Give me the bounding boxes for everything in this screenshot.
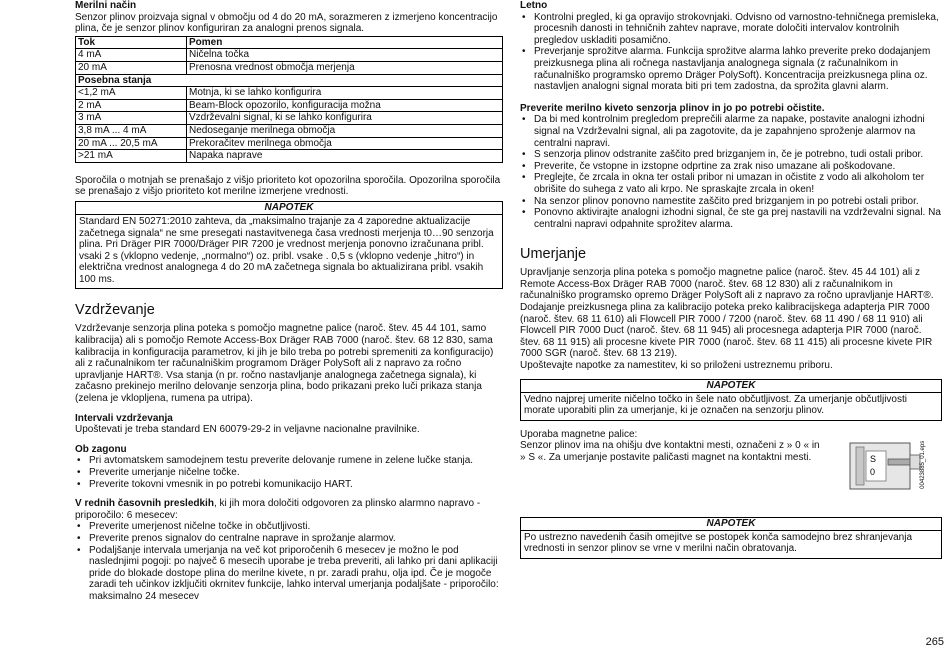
list-item: • Preverite umerjenost ničelne točke in občutljivosti. bbox=[75, 521, 503, 533]
magnet-figure bbox=[848, 437, 934, 493]
table-row bbox=[76, 150, 503, 163]
table-cell: 20 mA bbox=[76, 61, 187, 74]
subheading-ob-zagonu: Ob zagonu bbox=[75, 443, 127, 455]
list-item: • Preverite, če vstopne in izstopne odprtine za zrak niso umazane ali poškodovane. bbox=[520, 161, 942, 173]
figure-caption-wrap bbox=[922, 437, 932, 493]
table-subheader-row bbox=[76, 74, 503, 87]
table-row bbox=[76, 87, 503, 100]
contact-label-s: S bbox=[870, 454, 877, 464]
list-item: • Preverjanje sprožitve alarma. Funkcija sprožitve alarma lahko preverite preko dodajanjem preizkusnega plina ali ročnega nastavljanja analognega signala (z računalnikom in računalniško programsko opremo Dräger PolySoft). Koncentracija preizkusnega plina oz. nastavljen analogni signal morata biti pri tem zadostna, da sprožita glavni alarm. bbox=[520, 46, 942, 92]
list-item: • Kontrolni pregled, ki ga opravijo strokovnjaki. Odvisno od varnostno-tehničnega premisleka, procesnih danosti in tehničnih zahtev naprave, morate določiti intervalov kontrolnih pregledov uskladiti posamično. bbox=[520, 12, 942, 47]
list-item: • Ponovno aktivirajte analogni izhodni signal, če ste ga prej nastavili na vzdrževalni signal. Na centralni napravi odpahnite sprožitev alarma. bbox=[520, 207, 942, 230]
note-title: NAPOTEK bbox=[521, 380, 941, 393]
contact-label-0: 0 bbox=[870, 467, 876, 477]
note-body: Standard EN 50271:2010 zahteva, da „maksimalno trajanje za 4 zaporedne aktualizacije začetnega signala“ ne sme presegati nastavitvenega časa vrednosti merjenja t0…90 senzorja plina. Pri Dräger PIR 7000/Dräger PIR 7200 je vrednost merjenja ponovno izračunana pribl. vsaki 2 s (vklopno vedenje, „normalno“) oz. pribl. vsake . 0,5 s (vklopno vedenje „hitro“) in električna vrednost analognega 4 do 20 mA začetnega signala bo aktualizirana pribl. vsakih 100 ms. bbox=[79, 215, 494, 285]
table-cell: Motnja, ki se lahko konfigurira bbox=[187, 87, 503, 100]
table-row bbox=[76, 49, 503, 62]
list-kiveta bbox=[520, 114, 942, 230]
subheading-letno: Letno bbox=[520, 0, 548, 11]
table-cell: 2 mA bbox=[76, 99, 187, 112]
list-item: • Podaljšanje intervala umerjanja na več kot priporočenih 6 mesecev je možno le pod naslednjimi pogoji: po največ 6 mesecih uporabe je treba preveriti, ali lahko pri dani aplikaciji pride do blokade dostope plina do merilne kivete, n pr. zaradi prahu, olja ipd. Če je mogoče zaradi teh učinkov izključiti okrnitev funkcije, lahko interval umerjanja podaljšate - priporočilo: maksimalno 24 mesecev bbox=[75, 545, 503, 603]
note-box-umerjanje bbox=[520, 379, 942, 421]
table-cell: <1,2 mA bbox=[76, 87, 187, 100]
list-item: • Preverite prenos signalov do centralne naprave in sprožanje alarmov. bbox=[75, 533, 503, 545]
table-cell: 3,8 mA ... 4 mA bbox=[76, 124, 187, 137]
list-item: • Preverite umerjanje ničelne točke. bbox=[75, 467, 503, 479]
list-ob-zagonu bbox=[75, 455, 503, 490]
note-title: NAPOTEK bbox=[521, 518, 941, 531]
list-item: • Da bi med kontrolnim pregledom preprečili alarme za napake, postavite analogni izhodni signal na Vzdrževalni signal, ali pa zagotovite, da je zapahnjeno sproženje alarmov na centralni napravi. bbox=[520, 114, 942, 149]
table-cell: Prekoračitev merilnega območja bbox=[187, 137, 503, 150]
list-item: • S senzorja plinov odstranite zaščito pred brizganjem in, če je potrebno, tudi ostali pribor. bbox=[520, 149, 942, 161]
table-row bbox=[76, 124, 503, 137]
note-title: NAPOTEK bbox=[76, 202, 502, 215]
table-header-row bbox=[76, 36, 503, 49]
table-cell: Napaka naprave bbox=[187, 150, 503, 163]
list-item: • Preverite tokovni vmesnik in po potrebi komunikacijo HART. bbox=[75, 479, 503, 491]
paragraph-intervali: Upoštevati je treba standard EN 60079-29-2 in veljavne nacionalne pravilnike. bbox=[75, 424, 420, 436]
table-row bbox=[76, 112, 503, 125]
page-number: 265 bbox=[925, 636, 944, 649]
table-cell: Vzdrževalni signal, ki se lahko konfigurira bbox=[187, 112, 503, 125]
paragraph-redni-presledki bbox=[75, 498, 503, 521]
table-row bbox=[76, 61, 503, 74]
table-cell: 4 mA bbox=[76, 49, 187, 62]
paragraph-priorities: Sporočila o motnjah se prenašajo z višjo prioriteto kot opozorilna sporočila. Opozorilna sporočila se prenašajo z višjo prioriteto kot merilne izmerjene vrednosti. bbox=[75, 174, 501, 198]
table-cell: >21 mA bbox=[76, 150, 187, 163]
section-heading-merilni-nacin: Merilni način bbox=[75, 0, 137, 11]
table-cell: 3 mA bbox=[76, 112, 187, 125]
table-row bbox=[76, 137, 503, 150]
section-heading-vzdrzevanje: Vzdrževanje bbox=[75, 302, 155, 319]
table-cell: Nedoseganje merilnega območja bbox=[187, 124, 503, 137]
note-box-timeout bbox=[520, 517, 942, 559]
paragraph-vzdrzevanje: Vzdrževanje senzorja plina poteka s pomočjo magnetne palice (naroč. štev. 45 44 101, samo kalibracija) ali s pomočjo Remote Access-Box Dräger RAB 7000 (naroč. štev. 68 12 830, sama kalibracija in konfiguracija parametrov, ki jih je bilo treba po potrebi spremeniti za konfiguracijo) ali z računalnikom ter računalniškim programom Dräger PolySoft ali z napravo za ročno upravljanje HART®. Vsa stanja (n pr. ročno nastavljanje analognega začetnega signala), ki začasno prekinejo merilno delovanje senzorja plina, bodo prikazani preko luči prikaza stanja (zelena je vklopljena, rumena pa utripa). bbox=[75, 323, 494, 405]
redni-bold-lead: V rednih časovnih presledkih bbox=[75, 498, 214, 510]
subheading-kiveta: Preverite merilno kiveto senzorja plinov in jo po potrebi očistite. bbox=[520, 102, 825, 114]
subheading-intervali: Intervali vzdrževanja bbox=[75, 412, 173, 424]
table-subheader-posebna-stanja: Posebna stanja bbox=[76, 74, 503, 87]
list-letno bbox=[520, 12, 942, 93]
note-box-en50271 bbox=[75, 201, 503, 290]
table-cell: Prenosna vrednost območja merjenja bbox=[187, 61, 503, 74]
paragraph-magnet-text: Senzor plinov ima na ohišju dve kontaktni mesti, označeni z » 0 « in » S «. Za umerjanje postavite paličasti magnet na kontaktni mesti. bbox=[520, 440, 820, 463]
list-item: • Preglejte, če zrcala in okna ter ostali pribor ni umazan in očistite z vodo ali alkoholom ter obrišite do suhega z vato ali krpo. Ne spraskajte zrcala in oken! bbox=[520, 172, 942, 195]
current-meaning-table bbox=[75, 36, 503, 163]
redni-rest: , ki jih mora določiti odgovoren za plinsko alarmno napravo - priporočilo: 6 mesecev: bbox=[75, 498, 481, 521]
table-header-tok: Tok bbox=[76, 36, 187, 49]
list-item: • Pri avtomatskem samodejnem testu preverite delovanje rumene in zelene lučke stanja. bbox=[75, 455, 503, 467]
left-column bbox=[75, 0, 503, 603]
table-cell: 20 mA ... 20,5 mA bbox=[76, 137, 187, 150]
list-item: • Na senzor plinov ponovno namestite zaščito pred brizganjem in po potrebi ostali pribor. bbox=[520, 196, 942, 208]
note-body: Vedno najprej umerite ničelno točko in šele nato občutljivost. Za umerjanje občutljivosti morate uporabiti plin za umerjanje, ki je označen na senzorju plinov. bbox=[524, 393, 907, 417]
paragraph-umerjanje-napotki: Upoštevajte napotke za namestitev, ki so priloženi ustreznemu priboru. bbox=[520, 360, 833, 372]
section-heading-umerjanje: Umerjanje bbox=[520, 246, 587, 263]
table-row bbox=[76, 99, 503, 112]
list-redni bbox=[75, 521, 503, 602]
paragraph-merilni-intro: Senzor plinov proizvaja signal v območju od 4 do 20 mA, sorazmeren z izmerjeno koncentracijo plina, če je senzor plinov konfiguriran za analogni prenos signala. bbox=[75, 11, 498, 35]
table-cell: Ničelna točka bbox=[187, 49, 503, 62]
table-cell: Beam-Block opozorilo, konfiguracija možna bbox=[187, 99, 503, 112]
table-header-pomen: Pomen bbox=[187, 36, 503, 49]
paragraph-umerjanje: Upravljanje senzorja plina poteka s pomočjo magnetne palice (naroč. štev. 45 44 101) ali z Remote Access-Box Dräger RAB 7000 (naroč. štev. 68 12 830) ali z računalnikom in računalniško programsko opremo Dräger PolySoft ali z napravo za ročno upravljanje HART®. Dodajanje preizkusnega plina za kalibracijo poteka preko kalibracijskega adapterja PIR 7000 (naroč. štev. 68 11 610) ali Flowcell PIR 7000 / 7200 (naroč. štev. 68 11 490 / 68 11 910) ali Flowcell PIR 7000 Duct (naroč. štev. 68 11 945) ali procesnega adapterja PIR 7000 (naroč. štev. 68 11 915) ali procesne kivete PIR 7000 (naroč. štev. 68 11 415) ali procesne kivete PIR 7000 SGR (naroč. štev. 68 13 219). bbox=[520, 267, 934, 360]
figure-caption: 00423885_01.eps bbox=[920, 440, 927, 489]
note-body: Po ustrezno navedenih časih omejitve se postopek konča samodejno brez shranjevanja vrednosti in senzor plinov se vrne v merilni način obratovanja. bbox=[524, 531, 913, 555]
paragraph-magnet-title: Uporaba magnetne palice: bbox=[520, 428, 638, 440]
